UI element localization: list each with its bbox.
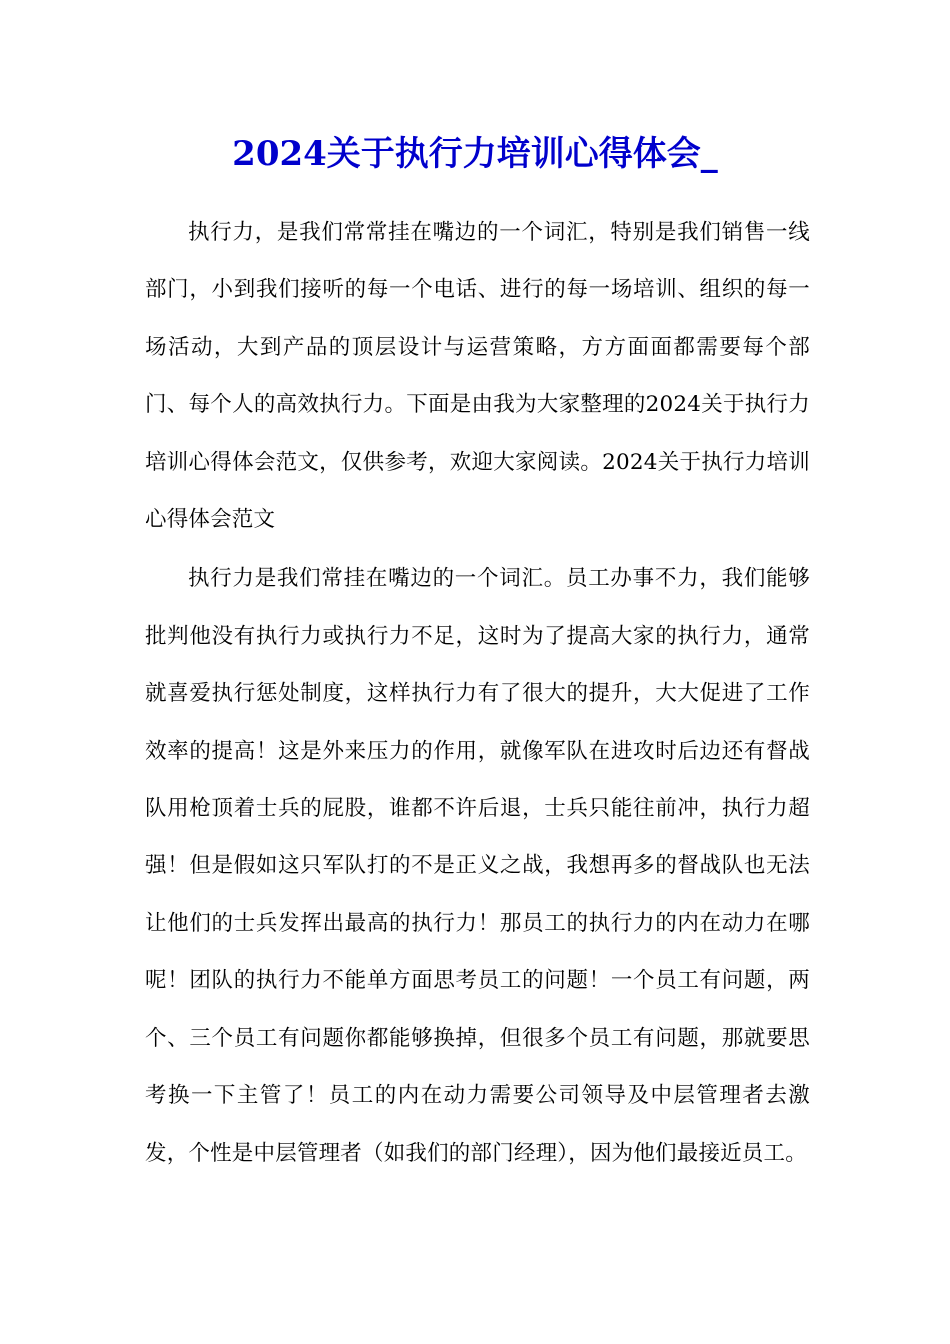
document-body: [145, 204, 810, 1184]
document-title: 2024关于执行力培训心得体会_: [232, 134, 718, 174]
paragraph-1: 执行力，是我们常常挂在嘴边的一个词汇，特别是我们销售一线部门，小到我们接听的每一个电话、进行的每一场培训、组织的每一场活动，大到产品的顶层设计与运营策略，方方面面都需要每个部门、每个人的高效执行力。下面是由我为大家整理的2024关于执行力培训心得体会范文，仅供参考，欢迎大家阅读。2024关于执行力培训心得体会范文: [145, 220, 810, 533]
paragraph-2: 执行力是我们常挂在嘴边的一个词汇。员工办事不力，我们能够批判他没有执行力或执行力不足，这时为了提高大家的执行力，通常就喜爱执行惩处制度，这样执行力有了很大的提升，大大促进了工作效率的提高！这是外来压力的作用，就像军队在进攻时后边还有督战队用枪顶着士兵的屁股，谁都不许后退，士兵只能往前冲，执行力超强！但是假如这只军队打的不是正义之战，我想再多的督战队也无法让他们的士兵发挥出最高的执行力！那员工的执行力的内在动力在哪呢！团队的执行力不能单方面思考员工的问题！一个员工有问题，两个、三个员工有问题你都能够换掉，但很多个员工有问题，那就要思考换一下主管了！员工的内在动力需要公司领导及中层管理者去激发，个性是中层管理者（如我们的部门经理），因为他们最接近员工。: [145, 566, 810, 1166]
